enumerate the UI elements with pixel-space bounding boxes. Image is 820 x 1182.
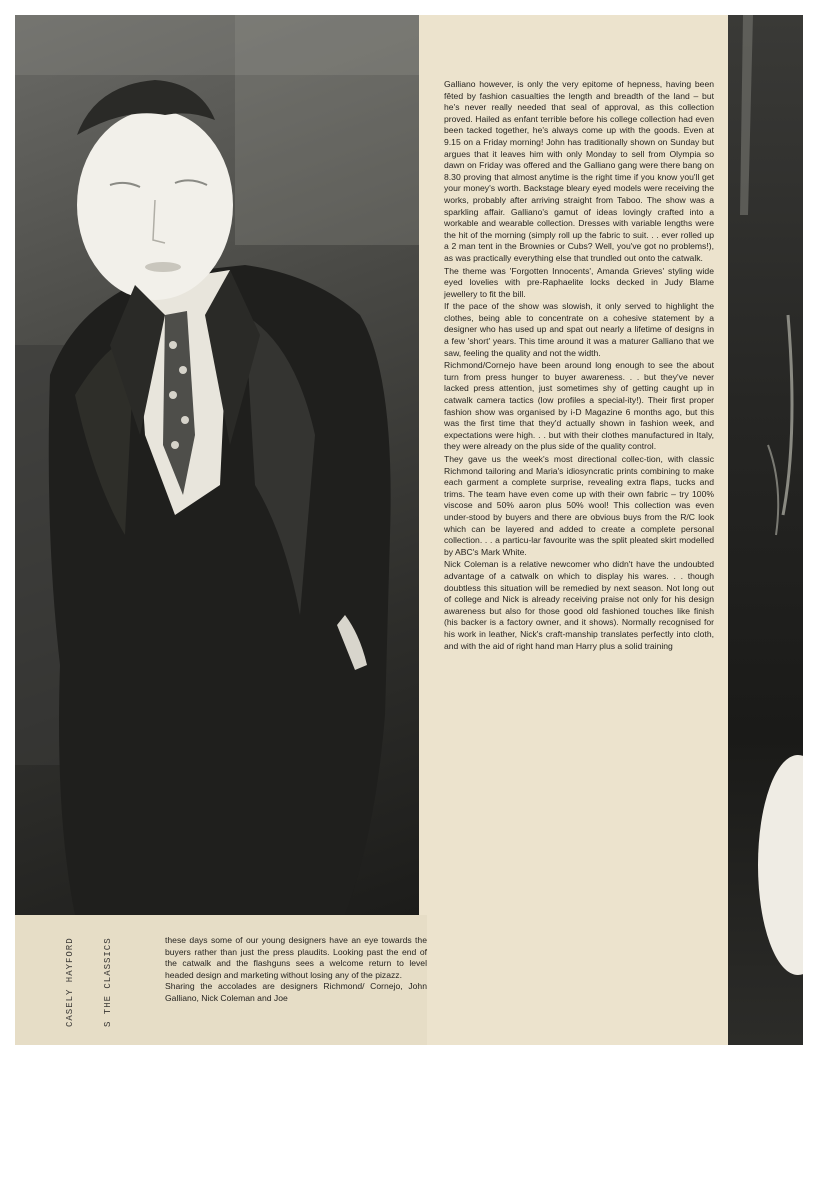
vertical-headline-line: [103, 931, 113, 1027]
paragraph-collection: They gave us the week's most directional collec-tion, with classic Richmond tailoring and Maria's idiosyncratic prints combining to make each garment a complete surprise, revealing extra flaps, tucks and trims. The team have even come up with their own fabric – try 100% viscose and 50% aaron plus 50% wool! This collection was even under-stood by buyers and there are obvious buys from the R/C look which can be layered and added to create a complete personal collection. . . a particu-lar favourite was the split pleated skirt modelled by ABC's Mark White.: [444, 454, 714, 557]
author-credit: CASELY HAYFORD: [65, 937, 75, 1027]
article-body: [444, 79, 714, 653]
paragraph-intro: these days some of our young designers have an eye towards the buyers rather than just the press plaudits. Looking past the end of the catwalk and the flashguns sees a welcome return to level headed design and marketing without losing any of the pizazz.: [165, 935, 427, 980]
runway-photograph: [15, 15, 427, 915]
paragraph-galliano: Galliano however, is only the very epitome of hepness, having been fêted by fashion casualties the length and breadth of the land – but he's never really needed that seal of approval, as this collection proved. Hailed as enfant terrible before his college collection had even been tacked together, he's always come up with the goods. Even at 9.15 on a Friday morning! John has traditionally shown on Sunday but argues that it leaves him with only Monday to sell from Olympia so dawn on Friday was offered and the Galliano gang were there bang on 8.30 proving that almost anytime is the right time if you know you'll get your money's worth. Backstage bleary eyed models were receiving the works, probably after arriving straight from Taboo. The show was a sparkling affair. Galliano's gamut of ideas lovingly crafted into a workable and wearable collection. Dresses with variable lengths were the hit of the morning (simply roll up the fabric to suit. . . ever rolled up a 2 man tent in the Brownies or Cubs? Well, you've got no problems!), as was practically everything else that trundled out onto the catwalk.: [444, 79, 714, 263]
right-photograph-strip: [728, 15, 803, 1045]
paragraph-accolades: Sharing the accolades are designers Richmond/ Cornejo, John Galliano, Nick Coleman and Joe: [165, 981, 427, 1003]
paragraph-richmond-cornejo: Richmond/Cornejo have been around long enough to see the about turn from press hunger to buyer awareness. . . but they've never lacked press attention, just sometimes shy of getting caught up in catwalk camera tactics (low profiles a special-ity!). Their first proper fashion show was organised by i-D Magazine 6 months ago, but this was the first time that they'd actually shown in fashion week, and expectations were high. . . but with their clothes manufactured in Italy, they were already on the plus side of the quality control.: [444, 360, 714, 452]
bottom-left-body: [165, 935, 427, 1005]
vertical-credit-line: [65, 931, 75, 1027]
right-photo-detail: [728, 15, 803, 1045]
magazine-page-scan: [15, 15, 803, 1045]
main-text-column: [419, 15, 730, 1045]
photo-figure-illustration: [15, 15, 427, 915]
paragraph-pace: If the pace of the show was slowish, it only served to highlight the clothes, being able to concentrate on a cohesive statement by a designer who has used up and spat out nearly a lifetime of designs in a few 'short' years. This time around it was a maturer Galliano that we saw, feeling the quality and not the width.: [444, 301, 714, 358]
paragraph-theme: The theme was 'Forgotten Innocents', Amanda Grieves' styling wide eyed lovelies with pre-Raphaelite locks decked in Judy Blame jewellery to fit the bill.: [444, 265, 714, 299]
paragraph-nick-coleman: Nick Coleman is a relative newcomer who didn't have the undoubted advantage of a catwalk on which to display his wares. . . though doubtless this situation will be remedied by next season. Not long out of college and Nick is already receiving praise not only for his design awareness but also for those good old fashioned touches like finish (his backer is a factory owner, and it shows). Normally recognised for his work in leather, Nick's craft-manship translates perfectly into cloth, and with the aid of right hand man Harry plus a solid training: [444, 559, 714, 651]
headline-fragment: S THE CLASSICS: [103, 937, 113, 1027]
